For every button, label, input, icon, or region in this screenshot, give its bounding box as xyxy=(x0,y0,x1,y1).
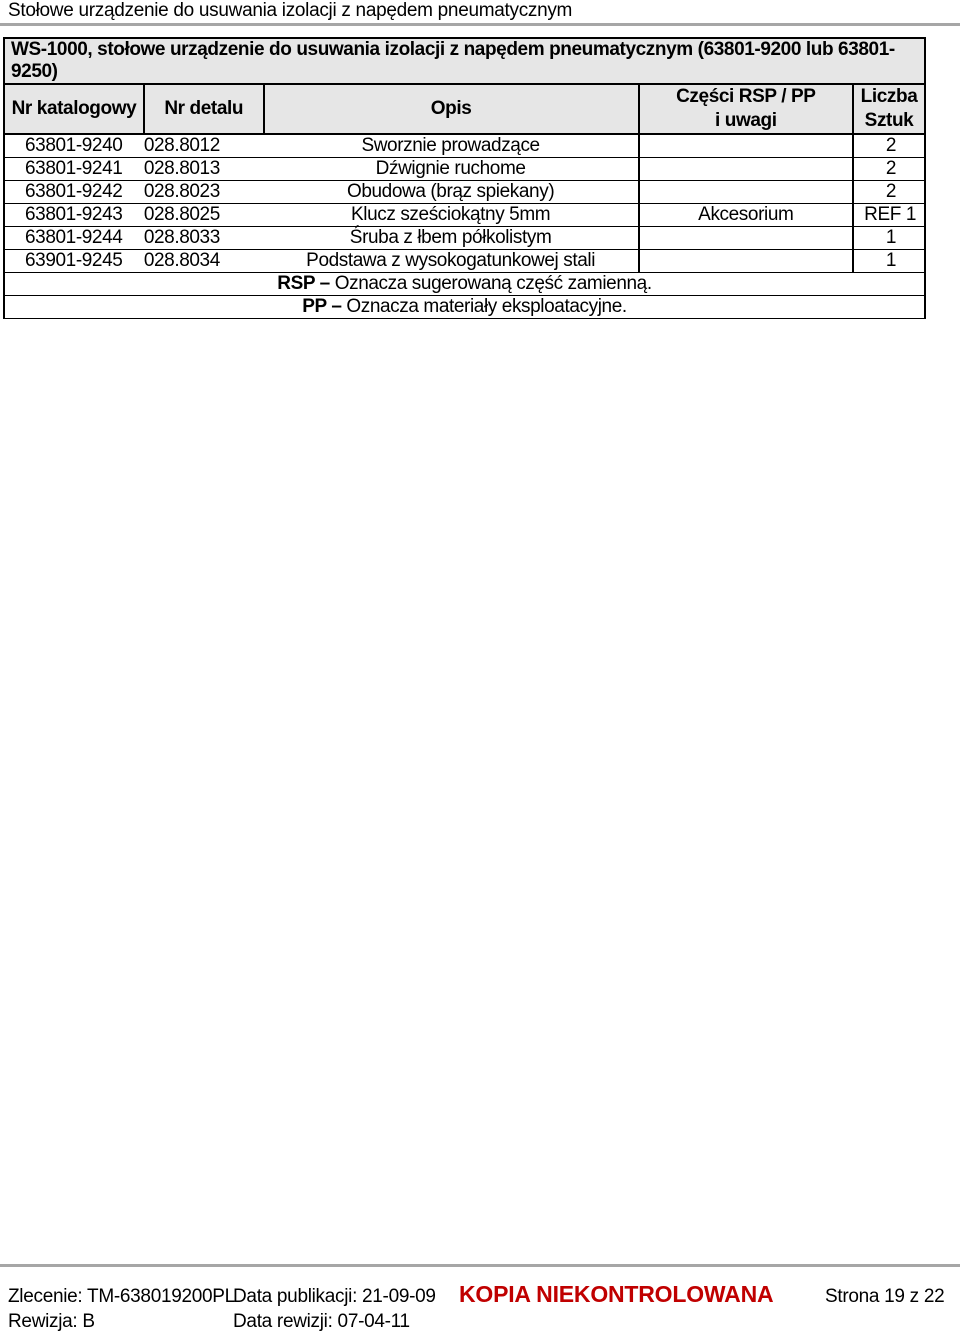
cell-description: Podstawa z wysokogatunkowej stali xyxy=(264,250,639,273)
table-row xyxy=(4,250,925,273)
legend-pp-code: PP – xyxy=(302,296,342,317)
column-header-qty-line2: Sztuk xyxy=(864,110,914,131)
footer-page-number: Strona 19 z 22 xyxy=(825,1286,945,1307)
cell-catalog: 63801-9241 xyxy=(4,158,144,181)
table-title: WS-1000, stołowe urządzenie do usuwania izolacji z napędem pneumatycznym (63801-9200 lub 63801-9250) xyxy=(4,38,925,84)
cell-qty: 1 xyxy=(853,227,925,250)
table-row xyxy=(4,134,925,158)
footer-order: Zlecenie: TM-638019200PL xyxy=(8,1286,235,1307)
cell-catalog: 63801-9244 xyxy=(4,227,144,250)
cell-detail: 028.8012 xyxy=(144,134,264,158)
footer-uncontrolled-copy: KOPIA NIEKONTROLOWANA xyxy=(459,1281,774,1307)
footer-published: Data publikacji: 21-09-09 xyxy=(233,1286,436,1307)
cell-detail: 028.8023 xyxy=(144,181,264,204)
column-header-description: Opis xyxy=(264,84,639,134)
legend-pp xyxy=(4,296,925,319)
legend-rsp-text: Oznacza sugerowaną część zamienną. xyxy=(329,273,652,294)
cell-qty: 2 xyxy=(853,134,925,158)
cell-detail: 028.8013 xyxy=(144,158,264,181)
cell-description: Śruba z łbem półkolistym xyxy=(264,227,639,250)
legend-rsp-code: RSP – xyxy=(277,273,330,294)
column-header-detail: Nr detalu xyxy=(144,84,264,134)
legend-rsp xyxy=(4,273,925,296)
footer-revision-date: Data rewizji: 07-04-11 xyxy=(233,1311,410,1332)
cell-detail: 028.8034 xyxy=(144,250,264,273)
legend-row-pp xyxy=(4,296,925,319)
legend-row-rsp xyxy=(4,273,925,296)
legend-pp-text: Oznacza materiały eksploatacyjne. xyxy=(341,296,627,317)
cell-qty: REF 1 xyxy=(853,204,925,227)
header-divider xyxy=(0,23,960,26)
cell-description: Dźwignie ruchome xyxy=(264,158,639,181)
cell-catalog: 63801-9242 xyxy=(4,181,144,204)
page-header-title: Stołowe urządzenie do usuwania izolacji z napędem pneumatycznym xyxy=(8,0,573,21)
cell-detail: 028.8033 xyxy=(144,227,264,250)
cell-rsp xyxy=(639,181,853,204)
cell-qty: 1 xyxy=(853,250,925,273)
footer-revision: Rewizja: B xyxy=(8,1311,95,1332)
column-header-qty xyxy=(853,84,925,134)
parts-table xyxy=(3,37,926,319)
column-header-rsp xyxy=(639,84,853,134)
cell-rsp: Akcesorium xyxy=(639,204,853,227)
table-row xyxy=(4,181,925,204)
cell-rsp xyxy=(639,134,853,158)
column-header-rsp-line1: Części RSP / PP xyxy=(676,86,816,107)
table-title-row xyxy=(4,38,925,84)
cell-rsp xyxy=(639,158,853,181)
cell-rsp xyxy=(639,227,853,250)
cell-catalog: 63801-9240 xyxy=(4,134,144,158)
cell-catalog: 63801-9243 xyxy=(4,204,144,227)
table-row xyxy=(4,227,925,250)
cell-description: Klucz sześciokątny 5mm xyxy=(264,204,639,227)
footer-divider xyxy=(0,1264,960,1267)
cell-description: Sworznie prowadzące xyxy=(264,134,639,158)
table-header-row xyxy=(4,84,925,134)
cell-detail: 028.8025 xyxy=(144,204,264,227)
table-row xyxy=(4,158,925,181)
column-header-rsp-line2: i uwagi xyxy=(715,110,777,131)
cell-qty: 2 xyxy=(853,181,925,204)
cell-qty: 2 xyxy=(853,158,925,181)
cell-rsp xyxy=(639,250,853,273)
table-row xyxy=(4,204,925,227)
cell-catalog: 63901-9245 xyxy=(4,250,144,273)
column-header-catalog: Nr katalogowy xyxy=(4,84,144,134)
cell-description: Obudowa (brąz spiekany) xyxy=(264,181,639,204)
column-header-qty-line1: Liczba xyxy=(860,86,918,107)
